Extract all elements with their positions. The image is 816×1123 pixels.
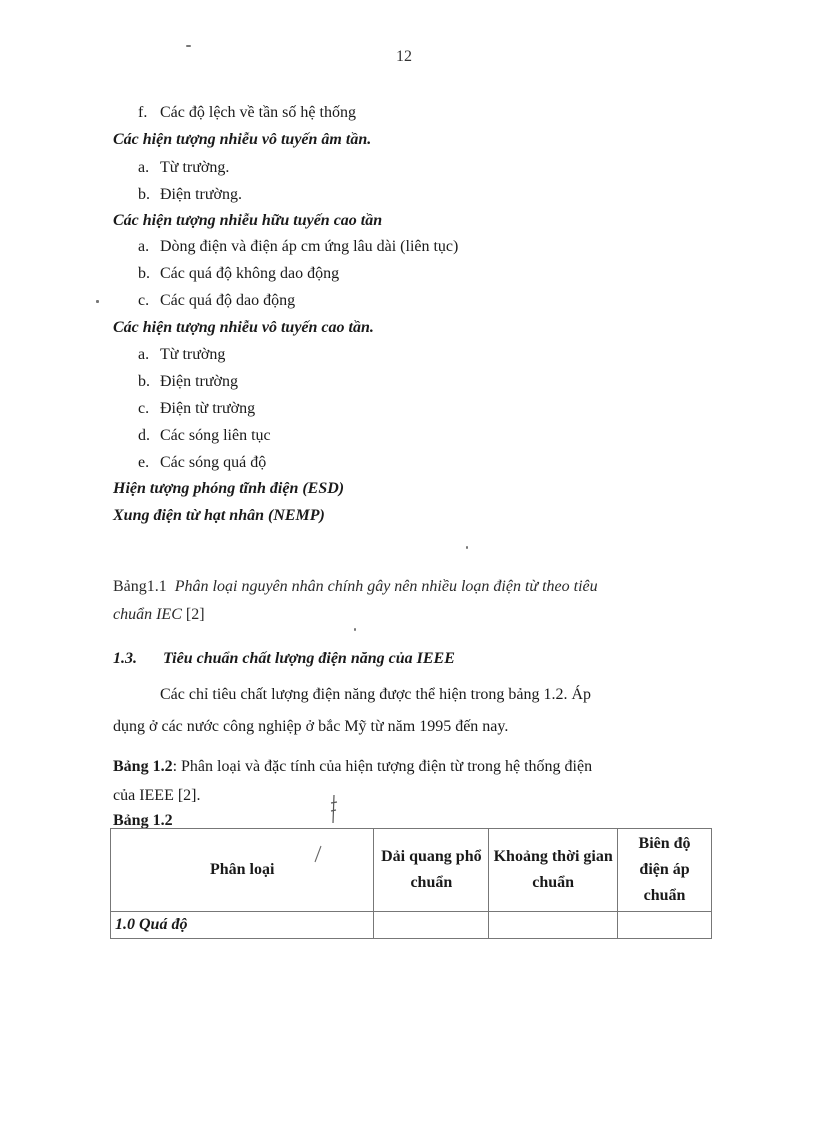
caption-text: : Phân loại và đặc tính của hiện tượng điện từ trong hệ thống điện <box>172 758 593 775</box>
pen-mark <box>312 844 324 864</box>
list-marker: d. <box>138 427 150 444</box>
list-item-f <box>138 104 356 122</box>
list-item <box>138 292 295 310</box>
list-item <box>138 238 458 256</box>
list-item <box>138 186 242 204</box>
table-header-cell: Khoảng thời gian chuẩn <box>489 829 618 912</box>
list-marker: b. <box>138 265 150 282</box>
list-marker: c. <box>138 400 150 417</box>
list-item <box>138 265 339 283</box>
caption-label: Bảng 1.2 <box>113 758 173 775</box>
list-text: Từ trường. <box>160 159 230 176</box>
list-item <box>138 159 229 177</box>
list-text: Các quá độ dao động <box>160 292 296 309</box>
table-row <box>111 912 712 939</box>
list-item <box>138 373 238 391</box>
heading-wired-high-freq: Các hiện tượng nhiễu hữu tuyến cao tần <box>113 212 383 229</box>
list-text: Các quá độ không dao động <box>160 265 340 282</box>
list-text: Điện trường. <box>160 186 243 203</box>
paragraph-line-2: dụng ở các nước công nghiệp ở bắc Mỹ từ năm 1995 đến nay. <box>113 718 509 735</box>
table-caption-1-2-line2: của IEEE [2]. <box>113 787 201 804</box>
page-number: 12 <box>396 48 412 65</box>
paragraph-line-1: Các chỉ tiêu chất lượng điện năng được thể hiện trong bảng 1.2. Áp <box>160 686 592 703</box>
caption-text: Phân loại nguyên nhân chính gây nên nhiều loạn điện từ theo tiêu <box>174 578 598 595</box>
list-text: Từ trường <box>160 346 226 363</box>
caption-ref: [2] <box>185 606 205 623</box>
list-marker: a. <box>138 238 150 255</box>
table-header-cell: Biên độ điện áp chuẩn <box>618 829 712 912</box>
section-number: 1.3. <box>113 650 137 667</box>
list-item <box>138 346 225 364</box>
heading-radio-low-freq: Các hiện tượng nhiễu vô tuyến âm tần. <box>113 131 372 148</box>
list-text: Điện từ trường <box>160 400 256 417</box>
list-marker: f. <box>138 104 148 121</box>
list-marker: b. <box>138 186 150 203</box>
list-text: Các sóng liên tục <box>160 427 271 444</box>
table-cell <box>618 912 712 939</box>
pen-mark <box>326 793 342 825</box>
table-cell <box>489 912 618 939</box>
list-item <box>138 454 266 472</box>
classification-table <box>110 828 712 939</box>
table-row-label: 1.0 Quá độ <box>111 912 374 939</box>
table-caption-1-2 <box>113 758 592 776</box>
list-item <box>138 427 271 445</box>
list-text: Điện trường <box>160 373 239 390</box>
table-caption-1-1 <box>113 578 598 596</box>
section-heading <box>113 650 455 668</box>
list-marker: a. <box>138 159 150 176</box>
list-text: Các độ lệch về tần số hệ thống <box>160 104 356 121</box>
list-marker: b. <box>138 373 150 390</box>
list-item <box>138 400 255 418</box>
scan-speck <box>354 628 356 631</box>
caption-label: Bảng1.1 <box>113 578 167 595</box>
list-marker: c. <box>138 292 150 309</box>
scan-speck <box>96 300 99 303</box>
list-marker: a. <box>138 346 150 363</box>
table-caption-1-1-line2 <box>113 606 205 624</box>
list-marker: e. <box>138 454 150 471</box>
section-title: Tiêu chuẩn chất lượng điện năng của IEEE <box>163 650 455 667</box>
table-title: Bảng 1.2 <box>113 812 173 829</box>
scan-speck <box>186 45 191 47</box>
table-cell <box>374 912 489 939</box>
heading-esd: Hiện tượng phóng tĩnh điện (ESD) <box>113 480 345 497</box>
table-header-cell: Dải quang phổ chuẩn <box>374 829 489 912</box>
heading-radio-high-freq: Các hiện tượng nhiễu vô tuyến cao tần. <box>113 319 374 336</box>
table-header-row <box>111 829 712 912</box>
scan-speck <box>466 546 468 549</box>
caption-text: chuẩn IEC <box>113 606 182 623</box>
table-header-cell: Phân loại <box>111 829 374 912</box>
heading-nemp: Xung điện từ hạt nhân (NEMP) <box>113 507 325 524</box>
list-text: Các sóng quá độ <box>160 454 267 471</box>
list-text: Dòng điện và điện áp cm ứng lâu dài (liên tục) <box>160 238 459 255</box>
